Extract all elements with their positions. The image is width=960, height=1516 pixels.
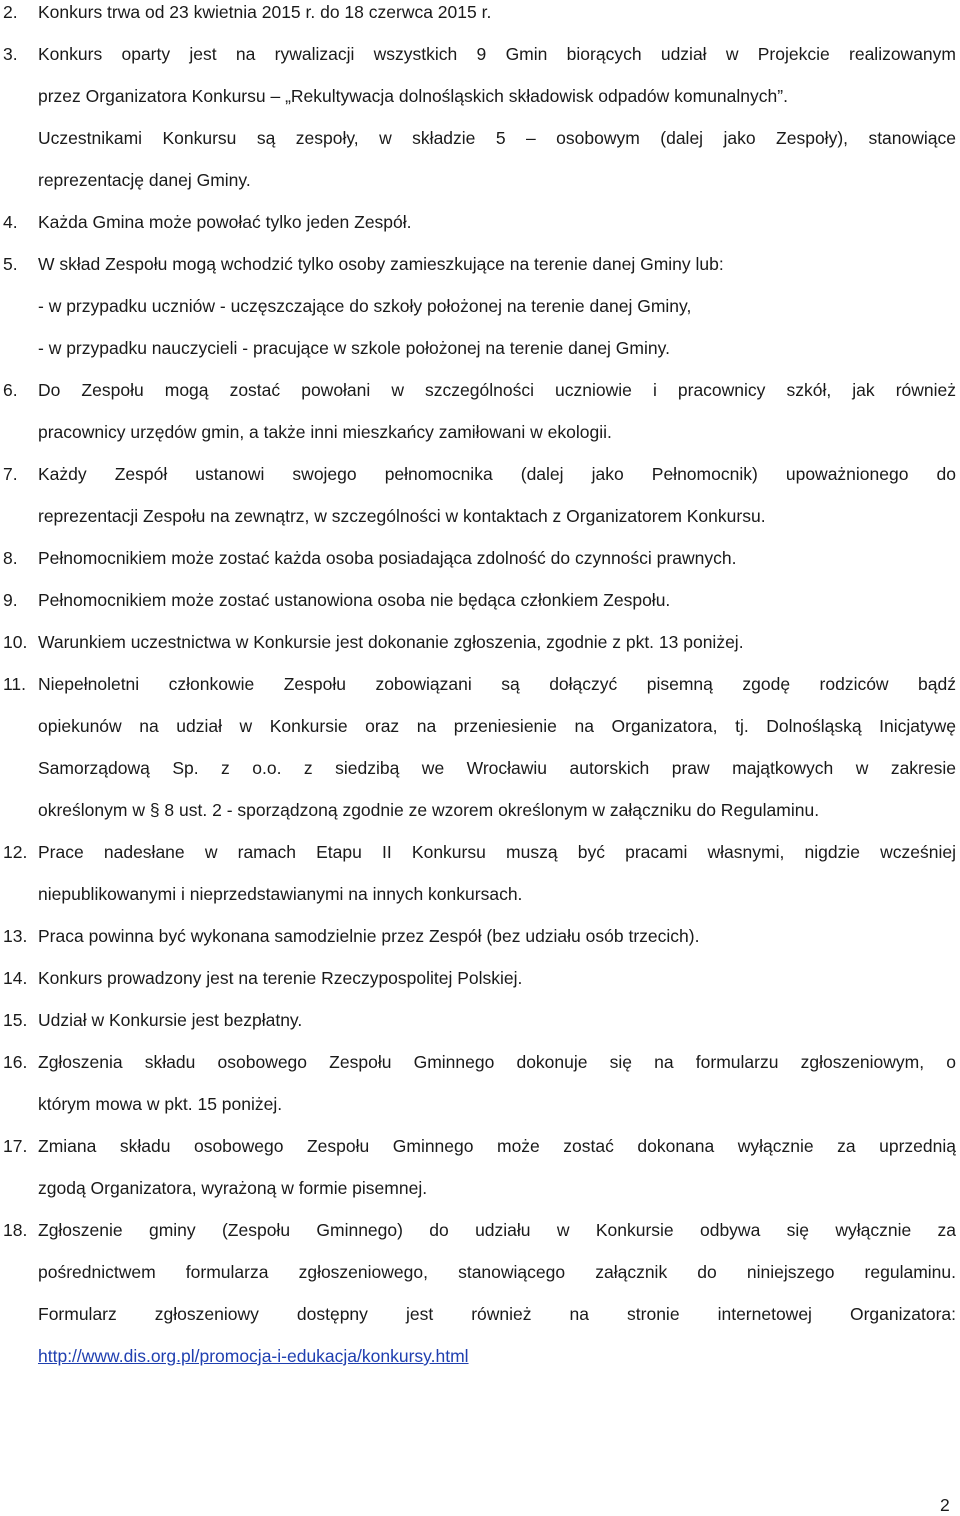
list-item-number: 13. xyxy=(3,926,28,946)
list-item-number: 5. xyxy=(3,254,18,274)
list-item-text-line: Niepełnoletni członkowie Zespołu zobowiązani są dołączyć pisemną zgodę rodziców bądź xyxy=(38,674,956,694)
list-item-number: 4. xyxy=(3,212,18,232)
list-item-text-line: - w przypadku nauczycieli ‐ pracujące w szkole położonej na terenie danej Gminy. xyxy=(38,338,670,358)
page-number: 2 xyxy=(940,1495,950,1515)
list-item-text-line: Pełnomocnikiem może zostać każda osoba posiadająca zdolność do czynności prawnych. xyxy=(38,548,737,568)
list-item-text-line: niepublikowanymi i nieprzedstawianymi na innych konkursach. xyxy=(38,884,523,904)
list-item-text-line: - w przypadku uczniów - uczęszczające do szkoły położonej na terenie danej Gminy, xyxy=(38,296,692,316)
list-item-number: 16. xyxy=(3,1052,28,1072)
organizer-website-link[interactable]: http://www.dis.org.pl/promocja-i-edukacja/konkursy.html xyxy=(38,1346,469,1366)
list-item-text-line: Samorządową Sp. z o.o. z siedzibą we Wrocławiu autorskich praw majątkowych w zakresie xyxy=(38,758,956,778)
list-item-text-line: przez Organizatora Konkursu – „Rekultywacja dolnośląskich składowisk odpadów komunalnych”. xyxy=(38,86,788,106)
list-item-text-line: Zgłoszenie gminy (Zespołu Gminnego) do udziału w Konkursie odbywa się wyłącznie za xyxy=(38,1220,956,1240)
list-item-text-line: Konkurs prowadzony jest na terenie Rzeczypospolitej Polskiej. xyxy=(38,968,523,988)
list-item-number: 6. xyxy=(3,380,18,400)
list-item-text-line: W skład Zespołu mogą wchodzić tylko osoby zamieszkujące na terenie danej Gminy lub: xyxy=(38,254,724,274)
list-item-text-line: Zmiana składu osobowego Zespołu Gminnego może zostać dokonana wyłącznie za uprzednią xyxy=(38,1136,956,1156)
list-item-text-line: którym mowa w pkt. 15 poniżej. xyxy=(38,1094,283,1114)
list-item-text-line: reprezentację danej Gminy. xyxy=(38,170,251,190)
list-item-number: 9. xyxy=(3,590,18,610)
list-item-text-line: określonym w § 8 ust. 2 - sporządzoną zgodnie ze wzorem określonym w załączniku do Regulaminu. xyxy=(38,800,820,820)
list-item-number: 7. xyxy=(3,464,18,484)
list-item-number: 18. xyxy=(3,1220,28,1240)
list-item-number: 17. xyxy=(3,1136,28,1156)
list-item-text-line: Każda Gmina może powołać tylko jeden Zespół. xyxy=(38,212,412,232)
list-item-number: 15. xyxy=(3,1010,28,1030)
list-item-text-line: Każdy Zespół ustanowi swojego pełnomocnika (dalej jako Pełnomocnik) upoważnionego do xyxy=(38,464,956,484)
list-item-text-line: Prace nadesłane w ramach Etapu II Konkursu muszą być pracami własnymi, nigdzie wcześniej xyxy=(38,842,956,862)
list-item-number: 3. xyxy=(3,44,18,64)
list-item-number: 2. xyxy=(3,2,18,22)
list-item-text-line: Zgłoszenia składu osobowego Zespołu Gminnego dokonuje się na formularzu zgłoszeniowym, o xyxy=(38,1052,956,1072)
list-item-number: 12. xyxy=(3,842,28,862)
list-item-text-line: Pełnomocnikiem może zostać ustanowiona osoba nie będąca członkiem Zespołu. xyxy=(38,590,671,610)
list-item-text-line: reprezentacji Zespołu na zewnątrz, w szczególności w kontaktach z Organizatorem Konkursu. xyxy=(38,506,766,526)
list-item-number: 10. xyxy=(3,632,28,652)
list-item-number: 8. xyxy=(3,548,18,568)
list-item-text-line: Warunkiem uczestnictwa w Konkursie jest dokonanie zgłoszenia, zgodnie z pkt. 13 poniżej. xyxy=(38,632,744,652)
list-item-text-line: opiekunów na udział w Konkursie oraz na przeniesienie na Organizatora, tj. Dolnośląską Inicjatywę xyxy=(38,716,956,736)
list-item-text-line: Uczestnikami Konkursu są zespoły, w składzie 5 – osobowym (dalej jako Zespoły), stanowiące xyxy=(38,128,956,148)
list-item-text-line: pośrednictwem formularza zgłoszeniowego, stanowiącego załącznik do niniejszego regulaminu. xyxy=(38,1262,956,1282)
list-item-number: 11. xyxy=(3,674,27,694)
list-item-text-line: pracownicy urzędów gmin, a także inni mieszkańcy zamiłowani w ekologii. xyxy=(38,422,612,442)
list-item-text-line: Udział w Konkursie jest bezpłatny. xyxy=(38,1010,303,1030)
list-item-text-line: Do Zespołu mogą zostać powołani w szczególności uczniowie i pracownicy szkół, jak również xyxy=(38,380,956,400)
list-item-text-line: Formularz zgłoszeniowy dostępny jest również na stronie internetowej Organizatora: xyxy=(38,1304,956,1324)
list-item-number: 14. xyxy=(3,968,28,988)
list-item-text-line: Konkurs trwa od 23 kwietnia 2015 r. do 18 czerwca 2015 r. xyxy=(38,2,492,22)
list-item-text-line: zgodą Organizatora, wyrażoną w formie pisemnej. xyxy=(38,1178,428,1198)
list-item-text-line: Konkurs oparty jest na rywalizacji wszystkich 9 Gmin biorących udział w Projekcie realizowanym xyxy=(38,44,956,64)
list-item-text-line: Praca powinna być wykonana samodzielnie przez Zespół (bez udziału osób trzecich). xyxy=(38,926,700,946)
